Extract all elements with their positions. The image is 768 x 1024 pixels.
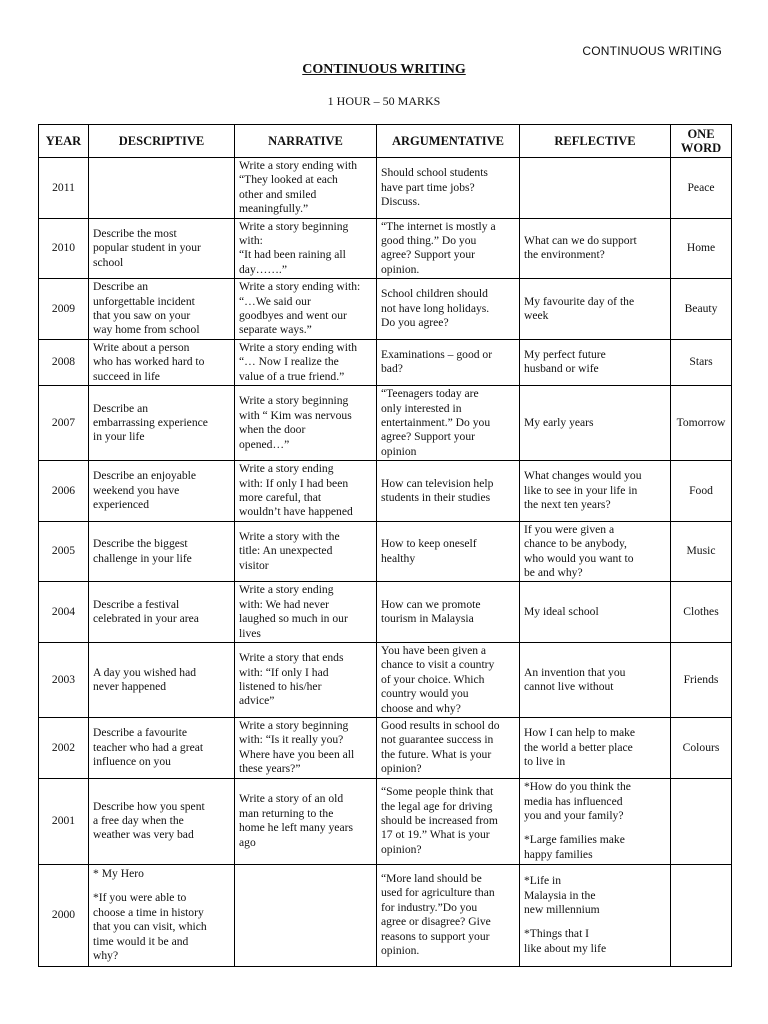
col-header-reflective: REFLECTIVE [520,125,671,158]
cell-argumentative: “More land should be used for agriculture than for industry.”Do you agree or disagree? Give reasons to support your opinion. [377,864,520,966]
topics-table [38,124,732,967]
table-row [39,158,732,219]
cell-argumentative: You have been given a chance to visit a country of your choice. Which country would you choose and why? [377,643,520,718]
page-title: CONTINUOUS WRITING [302,62,466,77]
cell-word: Tomorrow [671,386,732,461]
cell-narrative: Write a story ending with: We had never laughed so much in our lives [235,582,377,643]
page-subtitle: 1 HOUR – 50 MARKS [327,94,441,108]
cell-word: Clothes [671,582,732,643]
cell-narrative: Write a story ending with: “…We said our goodbyes and went our separate ways.” [235,279,377,340]
cell-year: 2011 [39,158,89,219]
cell-reflective: *How do you think the media has influenced you and your family? *Large families make happy families [520,778,671,864]
cell-descriptive-second-topic: *If you were able to choose a time in history that you can visit, which time would it be and why? [93,891,207,962]
cell-reflective: My ideal school [520,582,671,643]
cell-reflective: What can we do support the environment? [520,218,671,279]
cell-narrative: Write a story beginning with: “It had been raining all day…….” [235,218,377,279]
running-header: CONTINUOUS WRITING [582,44,722,58]
cell-descriptive: Describe an unforgettable incident that you saw on your way home from school [89,279,235,340]
cell-narrative: Write a story with the title: An unexpected visitor [235,521,377,582]
table-row [39,279,732,340]
table-row [39,643,732,718]
cell-reflective: My early years [520,386,671,461]
cell-descriptive: Describe a favourite teacher who had a great influence on you [89,718,235,779]
cell-word: Beauty [671,279,732,340]
cell-narrative: Write a story beginning with: “Is it really you? Where have you been all these years?” [235,718,377,779]
cell-reflective: My perfect future husband or wife [520,339,671,385]
cell-narrative [235,864,377,966]
cell-year: 2009 [39,279,89,340]
cell-descriptive: Describe a festival celebrated in your area [89,582,235,643]
cell-descriptive: Describe the biggest challenge in your life [89,521,235,582]
cell-descriptive: Describe the most popular student in your school [89,218,235,279]
cell-word: Stars [671,339,732,385]
cell-narrative: Write a story ending with: If only I had been more careful, that wouldn’t have happened [235,461,377,522]
cell-argumentative: How to keep oneself healthy [377,521,520,582]
cell-word: Food [671,461,732,522]
cell-descriptive: A day you wished had never happened [89,643,235,718]
cell-descriptive: Describe how you spent a free day when the weather was very bad [89,778,235,864]
cell-argumentative: School children should not have long holidays. Do you agree? [377,279,520,340]
cell-year: 2008 [39,339,89,385]
cell-year: 2007 [39,386,89,461]
table-row [39,864,732,966]
cell-narrative: Write a story ending with “… Now I realize the value of a true friend.” [235,339,377,385]
cell-reflective: How I can help to make the world a better place to live in [520,718,671,779]
table-row [39,778,732,864]
cell-reflective-second-topic: *Large families make happy families [524,833,625,861]
cell-argumentative: Should school students have part time jobs? Discuss. [377,158,520,219]
table-row [39,218,732,279]
cell-narrative: Write a story of an old man returning to the home he left many years ago [235,778,377,864]
cell-year: 2010 [39,218,89,279]
cell-reflective: My favourite day of the week [520,279,671,340]
cell-year: 2001 [39,778,89,864]
cell-year: 2000 [39,864,89,966]
table-row [39,582,732,643]
cell-word: Peace [671,158,732,219]
cell-descriptive [89,158,235,219]
cell-argumentative: How can television help students in their studies [377,461,520,522]
cell-reflective: What changes would you like to see in your life in the next ten years? [520,461,671,522]
cell-descriptive: * My Hero *If you were able to choose a time in history that you can visit, which time would it be and why? [89,864,235,966]
cell-word [671,778,732,864]
cell-word: Friends [671,643,732,718]
cell-narrative: Write a story ending with “They looked at each other and smiled meaningfully.” [235,158,377,219]
cell-word: Home [671,218,732,279]
cell-argumentative: “Some people think that the legal age for driving should be increased from 17 ot 19.” What is your opinion? [377,778,520,864]
cell-argumentative: “The internet is mostly a good thing.” Do you agree? Support your opinion. [377,218,520,279]
cell-year: 2003 [39,643,89,718]
cell-year: 2006 [39,461,89,522]
cell-argumentative: Good results in school do not guarantee success in the future. What is your opinion? [377,718,520,779]
cell-descriptive: Write about a person who has worked hard to succeed in life [89,339,235,385]
cell-year: 2005 [39,521,89,582]
cell-word: Music [671,521,732,582]
cell-argumentative: How can we promote tourism in Malaysia [377,582,520,643]
cell-word [671,864,732,966]
col-header-argumentative: ARGUMENTATIVE [377,125,520,158]
cell-argumentative: “Teenagers today are only interested in entertainment.” Do you agree? Support your opinion [377,386,520,461]
cell-year: 2004 [39,582,89,643]
cell-narrative: Write a story that ends with: “If only I had listened to his/her advice” [235,643,377,718]
table-row [39,386,732,461]
col-header-one-word: ONE WORD [671,125,732,158]
cell-descriptive: Describe an enjoyable weekend you have experienced [89,461,235,522]
cell-reflective [520,158,671,219]
table-row [39,718,732,779]
table-row [39,461,732,522]
cell-reflective: If you were given a chance to be anybody, who would you want to be and why? [520,521,671,582]
cell-word: Colours [671,718,732,779]
cell-reflective: *Life in Malaysia in the new millennium *Things that I like about my life [520,864,671,966]
col-header-narrative: NARRATIVE [235,125,377,158]
cell-descriptive: Describe an embarrassing experience in your life [89,386,235,461]
cell-reflective-second-topic: *Things that I like about my life [524,927,607,955]
table-row [39,521,732,582]
cell-argumentative: Examinations – good or bad? [377,339,520,385]
table-row [39,339,732,385]
col-header-year: YEAR [39,125,89,158]
cell-narrative: Write a story beginning with “ Kim was nervous when the door opened…” [235,386,377,461]
cell-year: 2002 [39,718,89,779]
col-header-descriptive: DESCRIPTIVE [89,125,235,158]
cell-reflective: An invention that you cannot live without [520,643,671,718]
